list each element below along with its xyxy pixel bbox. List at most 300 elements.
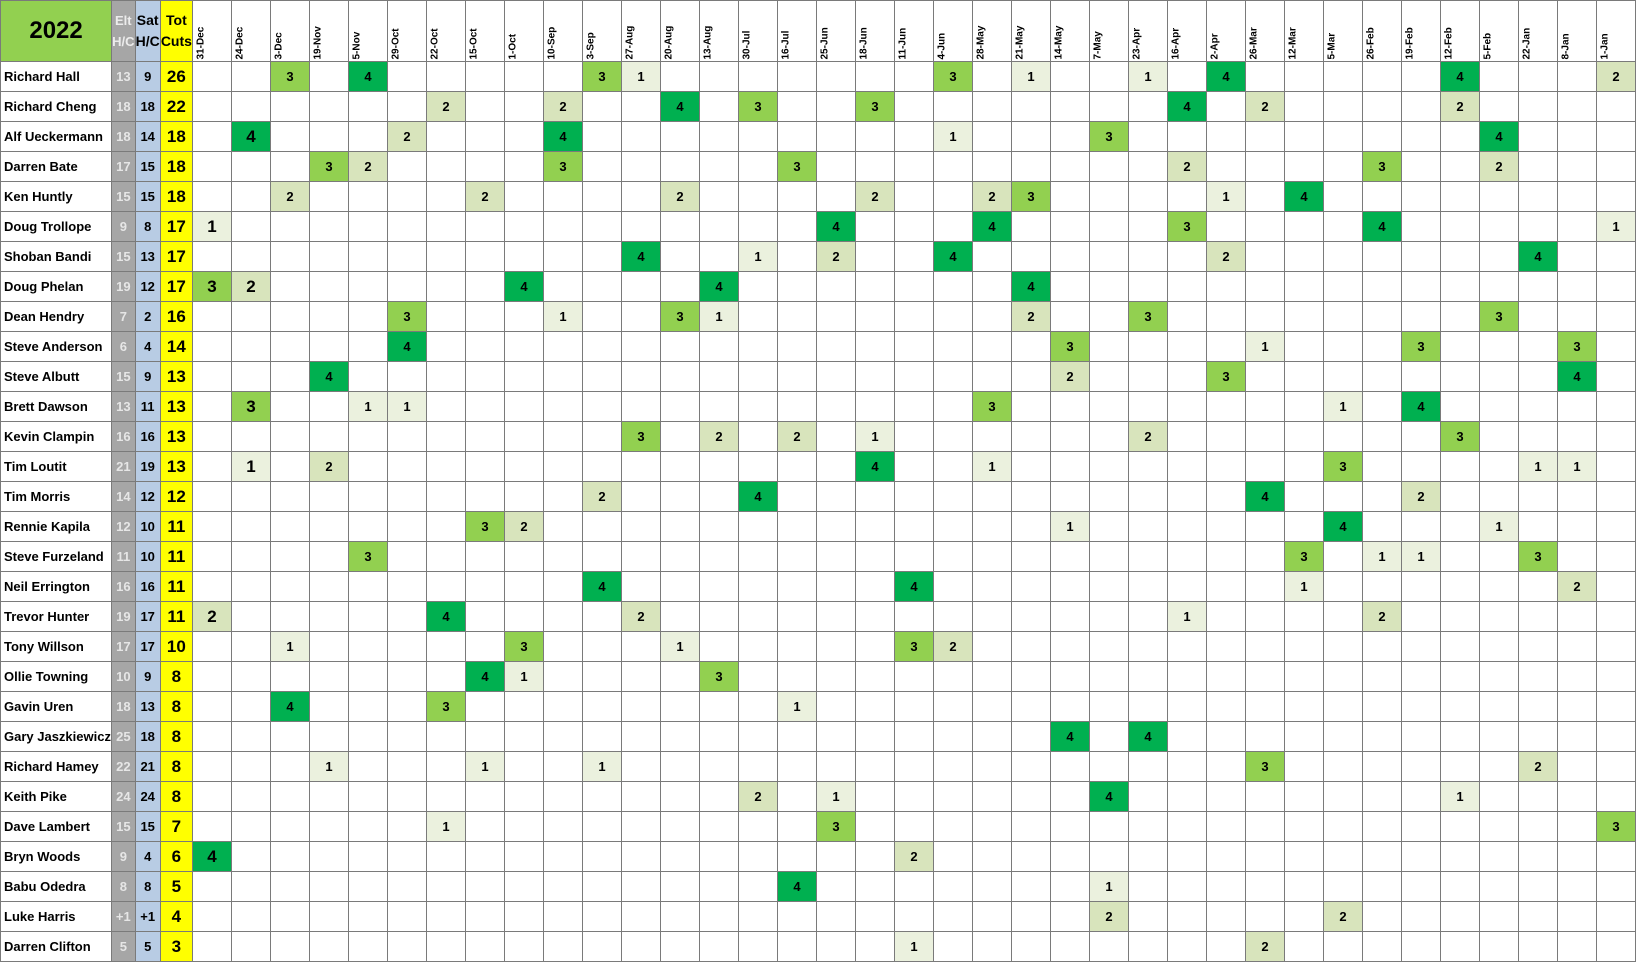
score-cell (1245, 212, 1284, 242)
score-cell (1089, 722, 1128, 752)
score-cell: 4 (582, 572, 621, 602)
score-cell (1440, 452, 1479, 482)
score-cell (309, 122, 348, 152)
score-cell (231, 782, 270, 812)
score-cell (543, 902, 582, 932)
score-cell (1479, 242, 1518, 272)
score-cell (387, 602, 426, 632)
score-cell (543, 782, 582, 812)
score-cell (972, 602, 1011, 632)
score-cell (1479, 362, 1518, 392)
score-cell (270, 572, 309, 602)
score-cell (933, 902, 972, 932)
score-cell: 1 (1089, 872, 1128, 902)
date-header: 16-Jul (777, 1, 816, 62)
date-header: 22-Oct (426, 1, 465, 62)
score-cell (1323, 932, 1362, 962)
score-cell (465, 812, 504, 842)
score-cell (1401, 212, 1440, 242)
score-cell (543, 62, 582, 92)
score-cell (1128, 242, 1167, 272)
score-cell (738, 272, 777, 302)
score-cell (1089, 482, 1128, 512)
score-cell (699, 872, 738, 902)
score-cell (1206, 872, 1245, 902)
score-cell (309, 92, 348, 122)
score-cell: 3 (777, 152, 816, 182)
score-cell (1557, 392, 1596, 422)
score-cell (582, 182, 621, 212)
score-cell (855, 482, 894, 512)
score-cell (1128, 482, 1167, 512)
score-cell (933, 662, 972, 692)
score-cell (660, 272, 699, 302)
score-cell (1167, 812, 1206, 842)
score-cell (543, 932, 582, 962)
score-cell (1362, 242, 1401, 272)
score-cell (1518, 782, 1557, 812)
score-cell (231, 302, 270, 332)
score-cell (816, 152, 855, 182)
score-cell (1050, 782, 1089, 812)
sat-handicap: 15 (135, 182, 160, 212)
score-cell (1323, 152, 1362, 182)
score-cell (1089, 932, 1128, 962)
score-cell (1596, 302, 1635, 332)
elt-handicap: 24 (112, 782, 135, 812)
score-cell (426, 182, 465, 212)
score-cell (582, 602, 621, 632)
score-cell (348, 92, 387, 122)
score-cell (1206, 752, 1245, 782)
score-cell (1323, 542, 1362, 572)
score-cell (387, 932, 426, 962)
score-cell (348, 362, 387, 392)
score-cell (1206, 152, 1245, 182)
sat-handicap: 15 (135, 152, 160, 182)
score-cell (1557, 92, 1596, 122)
score-cell: 2 (1245, 92, 1284, 122)
score-cell (1167, 872, 1206, 902)
score-cell: 1 (426, 812, 465, 842)
score-cell: 1 (348, 392, 387, 422)
score-cell: 3 (1518, 542, 1557, 572)
score-cell (387, 452, 426, 482)
score-cell (816, 662, 855, 692)
score-cell (738, 392, 777, 422)
elt-handicap: 14 (112, 482, 135, 512)
elt-handicap: 11 (112, 542, 135, 572)
score-cell (855, 152, 894, 182)
score-cell (192, 452, 231, 482)
score-cell (582, 812, 621, 842)
score-cell (1362, 782, 1401, 812)
score-cell (738, 212, 777, 242)
score-cell (1284, 902, 1323, 932)
score-cell (1167, 242, 1206, 272)
score-cell (816, 452, 855, 482)
sat-handicap: 17 (135, 632, 160, 662)
score-cell (1245, 602, 1284, 632)
score-cell (1479, 902, 1518, 932)
score-cell (309, 302, 348, 332)
score-cell: 1 (387, 392, 426, 422)
score-cell (1362, 812, 1401, 842)
score-cell (1362, 392, 1401, 422)
score-cell: 1 (1518, 452, 1557, 482)
score-cell: 4 (816, 212, 855, 242)
total-cuts: 18 (160, 182, 192, 212)
score-cell (582, 122, 621, 152)
date-header: 5-Mar (1323, 1, 1362, 62)
score-cell (426, 872, 465, 902)
date-header: 1-Jan (1596, 1, 1635, 62)
table-row (1, 812, 1636, 842)
score-cell (933, 722, 972, 752)
score-cell: 2 (348, 152, 387, 182)
score-cell (1128, 842, 1167, 872)
score-cell (1128, 572, 1167, 602)
date-header: 19-Feb (1401, 1, 1440, 62)
score-cell (1284, 302, 1323, 332)
score-cell (1167, 122, 1206, 152)
score-cell (894, 722, 933, 752)
score-cell (1440, 152, 1479, 182)
score-cell: 4 (543, 122, 582, 152)
score-cell (465, 782, 504, 812)
score-cell (231, 902, 270, 932)
score-cell (1401, 272, 1440, 302)
score-cell (699, 332, 738, 362)
sat-handicap: 16 (135, 572, 160, 602)
score-cell (855, 122, 894, 152)
score-cell (192, 92, 231, 122)
score-cell (621, 842, 660, 872)
score-cell (1323, 632, 1362, 662)
score-cell: 1 (1323, 392, 1362, 422)
score-cell (1089, 62, 1128, 92)
score-cell (1362, 332, 1401, 362)
score-cell: 1 (270, 632, 309, 662)
total-cuts: 8 (160, 662, 192, 692)
score-cell (1518, 902, 1557, 932)
score-cell (777, 122, 816, 152)
score-cell (270, 242, 309, 272)
total-cuts: 11 (160, 602, 192, 632)
table-row (1, 302, 1636, 332)
score-cell (348, 482, 387, 512)
score-cell (387, 692, 426, 722)
score-cell (1206, 122, 1245, 152)
score-cell (699, 182, 738, 212)
date-header: 23-Apr (1128, 1, 1167, 62)
score-cell: 1 (582, 752, 621, 782)
score-cell (777, 62, 816, 92)
table-row (1, 632, 1636, 662)
score-cell: 3 (1362, 152, 1401, 182)
score-cell (1011, 452, 1050, 482)
score-cell (1323, 92, 1362, 122)
score-cell (1518, 932, 1557, 962)
score-cell (387, 182, 426, 212)
score-cell (1596, 392, 1635, 422)
score-cell (387, 782, 426, 812)
score-cell (1050, 242, 1089, 272)
sat-handicap: 24 (135, 782, 160, 812)
score-cell (1206, 722, 1245, 752)
score-cell: 2 (855, 182, 894, 212)
score-cell (1596, 542, 1635, 572)
score-cell (465, 332, 504, 362)
score-cell (621, 902, 660, 932)
score-cell (1440, 542, 1479, 572)
score-cell (621, 362, 660, 392)
score-cell (894, 752, 933, 782)
score-cell (504, 902, 543, 932)
score-cell (738, 122, 777, 152)
score-cell (1401, 782, 1440, 812)
score-cell (1557, 122, 1596, 152)
table-row (1, 122, 1636, 152)
score-cell (660, 662, 699, 692)
score-cell (504, 212, 543, 242)
score-cell (543, 812, 582, 842)
score-cell (387, 722, 426, 752)
score-cell (231, 842, 270, 872)
score-cell (426, 572, 465, 602)
score-cell (1245, 362, 1284, 392)
score-cell (1050, 92, 1089, 122)
score-cell (1518, 152, 1557, 182)
table-row (1, 152, 1636, 182)
score-cell (348, 212, 387, 242)
score-cell (1128, 332, 1167, 362)
score-cell (1323, 722, 1362, 752)
score-cell (1089, 452, 1128, 482)
total-cuts: 16 (160, 302, 192, 332)
score-cell: 3 (387, 302, 426, 332)
score-cell (777, 842, 816, 872)
score-cell (894, 62, 933, 92)
score-cell: 2 (1557, 572, 1596, 602)
table-row (1, 92, 1636, 122)
score-cell (777, 572, 816, 602)
score-cell (1245, 512, 1284, 542)
score-cell (1167, 302, 1206, 332)
score-cell (1362, 932, 1401, 962)
score-cell (816, 422, 855, 452)
score-cell (972, 902, 1011, 932)
score-cell (1206, 602, 1245, 632)
score-cell (972, 812, 1011, 842)
score-cell: 1 (1206, 182, 1245, 212)
score-cell: 4 (465, 662, 504, 692)
score-cell (582, 272, 621, 302)
score-cell (1557, 152, 1596, 182)
score-cell (1518, 482, 1557, 512)
score-cell: 2 (1401, 482, 1440, 512)
score-cell (1284, 632, 1323, 662)
score-cell (543, 272, 582, 302)
score-cell (699, 242, 738, 272)
score-cell (738, 662, 777, 692)
total-cuts: 18 (160, 152, 192, 182)
score-cell: 2 (426, 92, 465, 122)
score-cell (582, 512, 621, 542)
score-cell (777, 482, 816, 512)
score-cell (231, 332, 270, 362)
score-cell (192, 662, 231, 692)
player-name: Steve Anderson (1, 332, 112, 362)
score-cell (894, 662, 933, 692)
score-cell (894, 812, 933, 842)
sat-handicap: 11 (135, 392, 160, 422)
score-cell (465, 392, 504, 422)
score-cell (1557, 242, 1596, 272)
score-cell (309, 932, 348, 962)
score-cell (582, 332, 621, 362)
score-cell (192, 872, 231, 902)
elt-handicap: 9 (112, 212, 135, 242)
table-row (1, 572, 1636, 602)
score-cell (1011, 242, 1050, 272)
score-cell (1557, 662, 1596, 692)
score-cell (1245, 722, 1284, 752)
score-cell (504, 152, 543, 182)
score-cell (1557, 272, 1596, 302)
score-cell: 4 (1323, 512, 1362, 542)
score-cell: 2 (465, 182, 504, 212)
score-cell (1557, 722, 1596, 752)
score-cell (699, 362, 738, 392)
score-cell (1050, 122, 1089, 152)
score-cell: 3 (231, 392, 270, 422)
score-cell: 3 (894, 632, 933, 662)
score-cell: 3 (1401, 332, 1440, 362)
score-cell (1362, 572, 1401, 602)
score-cell (660, 152, 699, 182)
score-cell (816, 182, 855, 212)
score-cell (192, 242, 231, 272)
score-cell (426, 422, 465, 452)
score-cell (543, 392, 582, 422)
score-cell (192, 632, 231, 662)
score-cell (1479, 182, 1518, 212)
score-cell (816, 482, 855, 512)
score-cell (1557, 422, 1596, 452)
total-cuts: 4 (160, 902, 192, 932)
score-cell (1596, 422, 1635, 452)
score-cell (621, 332, 660, 362)
score-cell (348, 332, 387, 362)
score-cell (192, 152, 231, 182)
score-cell (1050, 872, 1089, 902)
score-cell (1011, 362, 1050, 392)
score-cell: 4 (972, 212, 1011, 242)
score-cell (1284, 872, 1323, 902)
score-cell (699, 722, 738, 752)
score-cell (1440, 212, 1479, 242)
score-cell (270, 512, 309, 542)
score-cell (1167, 932, 1206, 962)
score-cell: 2 (309, 452, 348, 482)
score-cell (1479, 842, 1518, 872)
score-cell (270, 932, 309, 962)
date-header: 26-Feb (1362, 1, 1401, 62)
score-cell (1206, 482, 1245, 512)
score-cell: 3 (1167, 212, 1206, 242)
score-cell (1089, 512, 1128, 542)
score-cell (855, 632, 894, 662)
score-cell (1401, 302, 1440, 332)
score-cell (855, 662, 894, 692)
score-cell (348, 632, 387, 662)
score-cell (972, 632, 1011, 662)
score-cell (1440, 902, 1479, 932)
score-cell (660, 782, 699, 812)
player-name: Richard Hamey (1, 752, 112, 782)
score-cell (1479, 62, 1518, 92)
score-cell (1245, 182, 1284, 212)
score-cell (894, 212, 933, 242)
score-cell (1050, 692, 1089, 722)
score-cell (1284, 332, 1323, 362)
score-cell (855, 572, 894, 602)
score-cell: 4 (738, 482, 777, 512)
player-name: Shoban Bandi (1, 242, 112, 272)
score-cell (621, 182, 660, 212)
score-cell (972, 92, 1011, 122)
score-cell (309, 182, 348, 212)
score-cell (1596, 662, 1635, 692)
score-cell (1596, 602, 1635, 632)
score-cell (1050, 542, 1089, 572)
score-cell (504, 932, 543, 962)
score-cell (972, 242, 1011, 272)
score-cell (1323, 602, 1362, 632)
score-cell: 4 (1089, 782, 1128, 812)
score-cell (426, 482, 465, 512)
score-cell (1011, 482, 1050, 512)
score-cell (426, 62, 465, 92)
score-cell: 4 (270, 692, 309, 722)
total-cuts: 7 (160, 812, 192, 842)
score-cell (816, 302, 855, 332)
score-cell: 4 (621, 242, 660, 272)
score-cell (660, 212, 699, 242)
score-cell (543, 332, 582, 362)
score-cell (309, 692, 348, 722)
score-cell (309, 62, 348, 92)
score-cell (1011, 722, 1050, 752)
score-cell (1440, 482, 1479, 512)
score-cell (1440, 182, 1479, 212)
score-cell (1557, 482, 1596, 512)
score-cell (426, 242, 465, 272)
score-cell (1596, 572, 1635, 602)
score-cell (894, 782, 933, 812)
score-cell (1323, 122, 1362, 152)
score-cell (1167, 752, 1206, 782)
score-cell (855, 392, 894, 422)
score-cell (1284, 242, 1323, 272)
score-cell (1518, 662, 1557, 692)
score-cell (1323, 752, 1362, 782)
score-cell (1011, 512, 1050, 542)
score-cell (660, 932, 699, 962)
score-cell: 2 (192, 602, 231, 632)
score-cell (1323, 182, 1362, 212)
